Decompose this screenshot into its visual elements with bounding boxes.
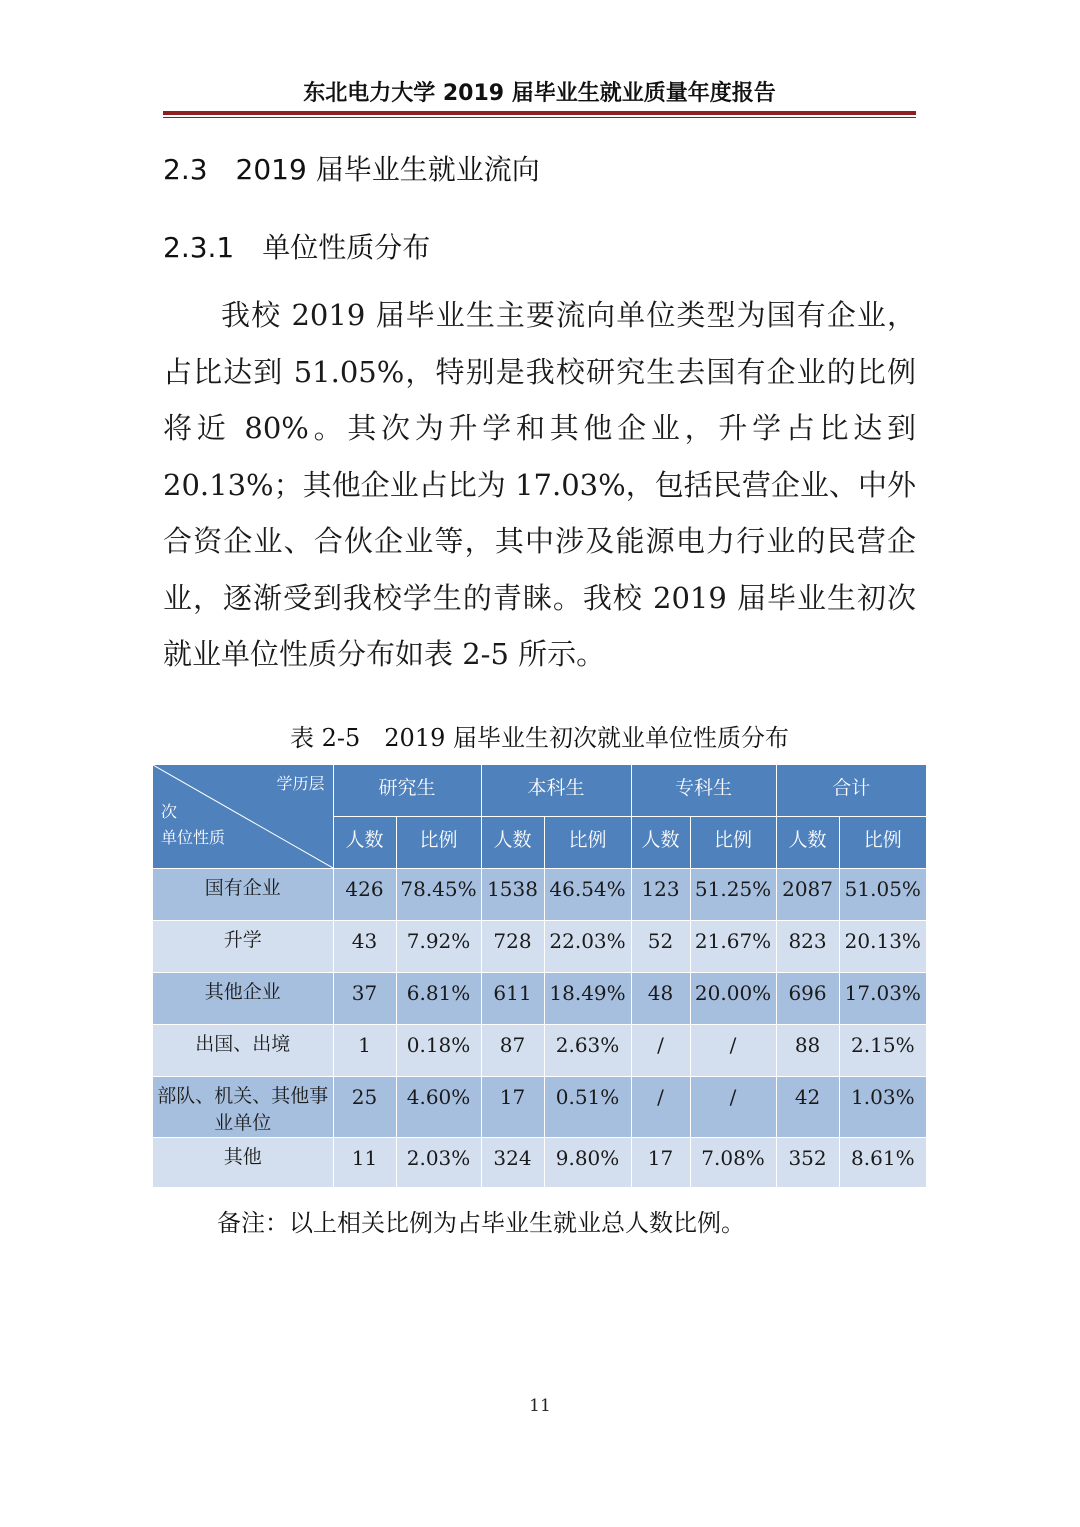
row-label: 其他 xyxy=(153,1137,333,1187)
body-paragraph: 我校 2019 届毕业生主要流向单位类型为国有企业，占比达到 51.05%，特别是我校研究生去国有企业的比例将近 80%。其次为升学和其他企业，升学占比达到 20.13%；其他企业占比为 17.03%，包括民营企业、中外合资企业、合伙企业等，其中涉及能源电力行业的民营企业，逐渐受到我校学生的青睐。我校 2019 届毕业生初次就业单位性质分布如表 2-5 所示。 xyxy=(163,298,916,671)
table-cell: 823 xyxy=(776,920,839,972)
table-cell: 2.63% xyxy=(544,1024,631,1076)
table-note: 备注：以上相关比例为占毕业生就业总人数比例。 xyxy=(217,1209,745,1237)
table-cell: 6.81% xyxy=(396,972,481,1024)
table-cell: 88 xyxy=(776,1024,839,1076)
row-label: 国有企业 xyxy=(153,868,333,920)
employment-table xyxy=(153,765,926,1188)
table-cell: 42 xyxy=(776,1076,839,1137)
subheader-count: 人数 xyxy=(481,816,544,868)
table-cell: 7.92% xyxy=(396,920,481,972)
subsection-heading: 2.3.1 单位性质分布 xyxy=(163,231,431,264)
table-row xyxy=(153,1076,926,1137)
table-cell: / xyxy=(631,1024,690,1076)
table-cell: 0.51% xyxy=(544,1076,631,1137)
table-cell: 20.13% xyxy=(839,920,926,972)
corner-label-ci: 次 xyxy=(161,802,178,821)
table-cell: / xyxy=(690,1076,776,1137)
table-cell: 48 xyxy=(631,972,690,1024)
table-cell: 52 xyxy=(631,920,690,972)
table-cell: 2087 xyxy=(776,868,839,920)
section-heading: 2.3 2019 届毕业生就业流向 xyxy=(163,153,540,186)
table-cell: 2.03% xyxy=(396,1137,481,1187)
row-label: 升学 xyxy=(153,920,333,972)
table-cell: 51.05% xyxy=(839,868,926,920)
subheader-count: 人数 xyxy=(776,816,839,868)
table-cell: 87 xyxy=(481,1024,544,1076)
row-label: 其他企业 xyxy=(153,972,333,1024)
table-row xyxy=(153,972,926,1024)
page-number: 11 xyxy=(529,1396,551,1416)
table-row xyxy=(153,868,926,920)
table-cell: 43 xyxy=(333,920,396,972)
table-cell: 728 xyxy=(481,920,544,972)
table-cell: 18.49% xyxy=(544,972,631,1024)
table-cell: 78.45% xyxy=(396,868,481,920)
table-cell: 1.03% xyxy=(839,1076,926,1137)
table-cell: 17 xyxy=(481,1076,544,1137)
table-cell: 426 xyxy=(333,868,396,920)
table-cell: 37 xyxy=(333,972,396,1024)
table-row xyxy=(153,1137,926,1187)
table-cell: 2.15% xyxy=(839,1024,926,1076)
group-header-graduate: 研究生 xyxy=(333,765,481,816)
subheader-ratio: 比例 xyxy=(690,816,776,868)
table-cell: 1538 xyxy=(481,868,544,920)
table-cell: 4.60% xyxy=(396,1076,481,1137)
table-corner-cell xyxy=(153,765,333,868)
table-cell: 1 xyxy=(333,1024,396,1076)
table-cell: 0.18% xyxy=(396,1024,481,1076)
header-rule-thin xyxy=(163,117,916,118)
report-header-title: 东北电力大学 2019 届毕业生就业质量年度报告 xyxy=(303,81,776,106)
row-label: 部队、机关、其他事业单位 xyxy=(153,1076,333,1137)
group-header-undergraduate: 本科生 xyxy=(481,765,631,816)
group-header-total: 合计 xyxy=(776,765,926,816)
table-cell: 17.03% xyxy=(839,972,926,1024)
table-cell: / xyxy=(690,1024,776,1076)
table-cell: 51.25% xyxy=(690,868,776,920)
table-cell: 25 xyxy=(333,1076,396,1137)
table-cell: 20.00% xyxy=(690,972,776,1024)
table-cell: 352 xyxy=(776,1137,839,1187)
subheader-count: 人数 xyxy=(631,816,690,868)
table-cell: 7.08% xyxy=(690,1137,776,1187)
subheader-ratio: 比例 xyxy=(839,816,926,868)
group-header-junior-college: 专科生 xyxy=(631,765,776,816)
table-cell: 11 xyxy=(333,1137,396,1187)
table-cell: 611 xyxy=(481,972,544,1024)
table-row xyxy=(153,920,926,972)
header-rule-thick xyxy=(163,111,916,115)
table-group-header-row xyxy=(153,765,926,816)
table-caption: 表 2-5 2019 届毕业生初次就业单位性质分布 xyxy=(290,724,789,752)
table-cell: 21.67% xyxy=(690,920,776,972)
table-cell: 17 xyxy=(631,1137,690,1187)
subheader-count: 人数 xyxy=(333,816,396,868)
row-label: 出国、出境 xyxy=(153,1024,333,1076)
subheader-ratio: 比例 xyxy=(544,816,631,868)
table-cell: 696 xyxy=(776,972,839,1024)
table-cell: 9.80% xyxy=(544,1137,631,1187)
table-cell: 8.61% xyxy=(839,1137,926,1187)
table-cell: 22.03% xyxy=(544,920,631,972)
table-cell: 123 xyxy=(631,868,690,920)
subheader-ratio: 比例 xyxy=(396,816,481,868)
table-row xyxy=(153,1024,926,1076)
corner-label-education-level: 学历层 xyxy=(276,774,325,793)
corner-label-unit-type: 单位性质 xyxy=(161,828,226,847)
table-cell: 324 xyxy=(481,1137,544,1187)
table-cell: 46.54% xyxy=(544,868,631,920)
table-cell: / xyxy=(631,1076,690,1137)
